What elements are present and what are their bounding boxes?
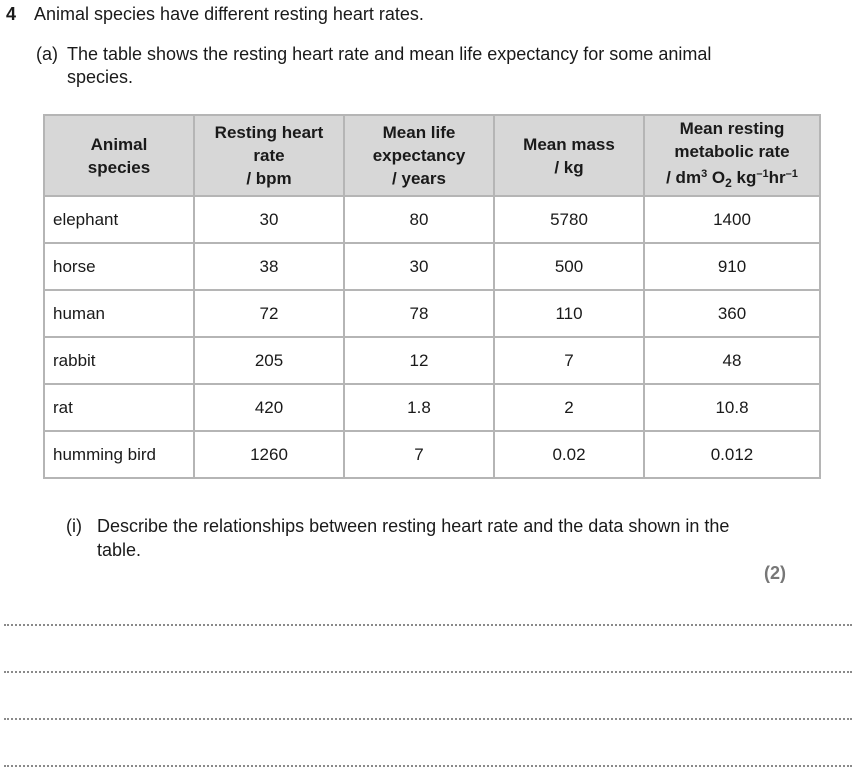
header-line: / bpm xyxy=(246,169,292,188)
unit-part: hr xyxy=(768,167,786,187)
header-line: Resting heart xyxy=(214,123,324,142)
unit-part: / dm xyxy=(666,167,702,187)
cell-mass: 7 xyxy=(494,337,644,384)
part-a-text: The table shows the resting heart rate and mean life expectancy for some animal species. xyxy=(67,44,712,87)
header-line: Mean resting xyxy=(679,118,785,138)
header-line: rate xyxy=(253,146,285,165)
header-resting-heart-rate xyxy=(194,115,344,196)
cell-life-expectancy: 80 xyxy=(344,196,494,243)
cell-mass: 0.02 xyxy=(494,431,644,478)
cell-metabolic-rate: 48 xyxy=(644,337,820,384)
cell-heart-rate: 420 xyxy=(194,384,344,431)
unit-superscript: 3 xyxy=(701,167,708,180)
cell-heart-rate: 205 xyxy=(194,337,344,384)
cell-species: horse xyxy=(44,243,194,290)
cell-life-expectancy: 7 xyxy=(344,431,494,478)
header-line: species xyxy=(87,157,151,177)
header-animal-species xyxy=(44,115,194,196)
cell-heart-rate: 72 xyxy=(194,290,344,337)
table-row xyxy=(44,337,820,384)
cell-metabolic-rate: 0.012 xyxy=(644,431,820,478)
cell-mass: 5780 xyxy=(494,196,644,243)
answer-line[interactable] xyxy=(4,671,852,673)
cell-species: elephant xyxy=(44,196,194,243)
cell-species: rat xyxy=(44,384,194,431)
header-line: metabolic rate xyxy=(674,141,790,161)
question-stem: Animal species have different resting heart rates. xyxy=(34,4,424,24)
cell-life-expectancy: 12 xyxy=(344,337,494,384)
cell-metabolic-rate: 10.8 xyxy=(644,384,820,431)
cell-metabolic-rate: 910 xyxy=(644,243,820,290)
data-table xyxy=(43,114,821,479)
table-row xyxy=(44,431,820,478)
cell-heart-rate: 1260 xyxy=(194,431,344,478)
cell-heart-rate: 38 xyxy=(194,243,344,290)
cell-life-expectancy: 1.8 xyxy=(344,384,494,431)
cell-mass: 110 xyxy=(494,290,644,337)
header-line: Animal xyxy=(90,134,148,154)
answer-line[interactable] xyxy=(4,624,852,626)
table-row xyxy=(44,196,820,243)
table-header-row xyxy=(44,115,820,196)
unit-subscript: 2 xyxy=(725,175,732,190)
cell-metabolic-rate: 360 xyxy=(644,290,820,337)
marks-label: (2) xyxy=(764,563,786,583)
metabolic-unit xyxy=(645,163,819,195)
sub-question-label: (i) xyxy=(66,516,82,536)
sub-question-text: Describe the relationships between resting heart rate and the data shown in the table. xyxy=(97,516,730,560)
part-a-label: (a) xyxy=(36,44,58,64)
cell-species: rabbit xyxy=(44,337,194,384)
header-mean-resting-metabolic-rate xyxy=(644,115,820,196)
header-line: / years xyxy=(392,169,446,188)
header-line: / kg xyxy=(554,157,584,177)
unit-superscript: –1 xyxy=(785,167,798,180)
unit-superscript: –1 xyxy=(756,167,769,180)
header-line: expectancy xyxy=(372,146,466,165)
cell-mass: 500 xyxy=(494,243,644,290)
cell-metabolic-rate: 1400 xyxy=(644,196,820,243)
cell-species: humming bird xyxy=(44,431,194,478)
cell-species: human xyxy=(44,290,194,337)
header-mean-life-expectancy xyxy=(344,115,494,196)
answer-line[interactable] xyxy=(4,765,852,767)
cell-life-expectancy: 30 xyxy=(344,243,494,290)
unit-part: kg xyxy=(731,167,757,187)
header-mean-mass xyxy=(494,115,644,196)
table-row xyxy=(44,384,820,431)
header-line: Mean life xyxy=(382,123,456,142)
cell-heart-rate: 30 xyxy=(194,196,344,243)
unit-part: O xyxy=(707,167,726,187)
table-row xyxy=(44,290,820,337)
table-row xyxy=(44,243,820,290)
header-line: Mean mass xyxy=(523,134,615,154)
cell-life-expectancy: 78 xyxy=(344,290,494,337)
answer-line[interactable] xyxy=(4,718,852,720)
question-number: 4 xyxy=(6,4,17,24)
cell-mass: 2 xyxy=(494,384,644,431)
